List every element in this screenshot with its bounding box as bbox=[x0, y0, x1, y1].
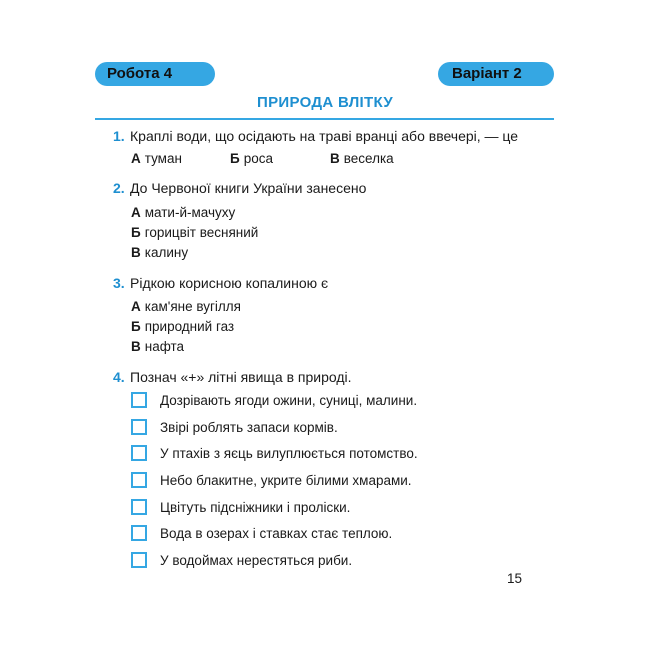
checklist-item bbox=[131, 445, 531, 465]
question-text: Рідкою корисною копалиною є bbox=[130, 275, 329, 291]
question-3 bbox=[113, 275, 328, 291]
checklist-item bbox=[131, 419, 531, 439]
variant-tab: Варіант 2 bbox=[438, 62, 554, 86]
option-letter: В bbox=[131, 245, 141, 260]
option-text: роса bbox=[243, 151, 273, 166]
option-text: кам'яне вугілля bbox=[144, 299, 241, 314]
q3-option-a[interactable] bbox=[131, 299, 241, 314]
work-number-tab: Робота 4 bbox=[95, 62, 215, 86]
question-number: 2. bbox=[113, 180, 125, 196]
question-4 bbox=[113, 369, 352, 385]
question-number: 4. bbox=[113, 369, 125, 385]
checklist-item bbox=[131, 499, 531, 519]
checkbox[interactable] bbox=[131, 445, 147, 461]
option-letter: Б bbox=[131, 225, 141, 240]
q2-option-a[interactable] bbox=[131, 205, 235, 220]
title-divider bbox=[95, 118, 554, 120]
question-number: 1. bbox=[113, 128, 125, 144]
checklist-item bbox=[131, 472, 531, 492]
page-title: ПРИРОДА ВЛІТКУ bbox=[257, 94, 393, 111]
q3-option-b[interactable] bbox=[131, 319, 234, 334]
checklist-item-text: У птахів з яєць вилуплюється потомство. bbox=[160, 446, 418, 461]
checklist-item-text: Цвітуть підсніжники і проліски. bbox=[160, 500, 351, 515]
q2-option-c[interactable] bbox=[131, 245, 188, 260]
q1-option-c[interactable] bbox=[330, 151, 394, 166]
question-1 bbox=[113, 128, 518, 144]
checklist-item-text: Звірі роблять запаси кормів. bbox=[160, 420, 338, 435]
option-text: нафта bbox=[144, 339, 185, 354]
option-letter: Б bbox=[131, 319, 141, 334]
question-text: Познач «+» літні явища в природі. bbox=[130, 369, 352, 385]
option-text: калину bbox=[144, 245, 189, 260]
option-letter: А bbox=[131, 151, 141, 166]
option-text: веселка bbox=[343, 151, 394, 166]
checkbox[interactable] bbox=[131, 472, 147, 488]
checkbox[interactable] bbox=[131, 499, 147, 515]
option-text: природний газ bbox=[144, 319, 235, 334]
question-number: 3. bbox=[113, 275, 125, 291]
checklist-item-text: Небо блакитне, укрите білими хмарами. bbox=[160, 473, 412, 488]
checklist-item-text: У водоймах нерестяться риби. bbox=[160, 553, 353, 568]
option-text: туман bbox=[144, 151, 182, 166]
checkbox[interactable] bbox=[131, 552, 147, 568]
checkbox[interactable] bbox=[131, 392, 147, 408]
checklist-item bbox=[131, 392, 531, 412]
checklist-item bbox=[131, 552, 531, 572]
q1-option-a[interactable] bbox=[131, 151, 182, 166]
q3-option-c[interactable] bbox=[131, 339, 184, 354]
question-text: Краплі води, що осідають на траві вранці або ввечері, — це bbox=[130, 128, 519, 144]
option-text: мати-й-мачуху bbox=[144, 205, 236, 220]
question-text: До Червоної книги України занесено bbox=[130, 180, 367, 196]
checklist-item-text: Дозрівають ягоди ожини, суниці, малини. bbox=[160, 393, 418, 408]
option-letter: В bbox=[330, 151, 340, 166]
checkbox[interactable] bbox=[131, 525, 147, 541]
option-letter: Б bbox=[230, 151, 240, 166]
option-letter: В bbox=[131, 339, 141, 354]
q1-option-b[interactable] bbox=[230, 151, 273, 166]
option-text: горицвіт весняний bbox=[144, 225, 259, 240]
checkbox[interactable] bbox=[131, 419, 147, 435]
q2-option-b[interactable] bbox=[131, 225, 258, 240]
question-2 bbox=[113, 180, 366, 196]
checklist-item bbox=[131, 525, 531, 545]
checklist-item-text: Вода в озерах і ставках стає теплою. bbox=[160, 526, 393, 541]
option-letter: А bbox=[131, 205, 141, 220]
page-number: 15 bbox=[507, 571, 523, 586]
option-letter: А bbox=[131, 299, 141, 314]
